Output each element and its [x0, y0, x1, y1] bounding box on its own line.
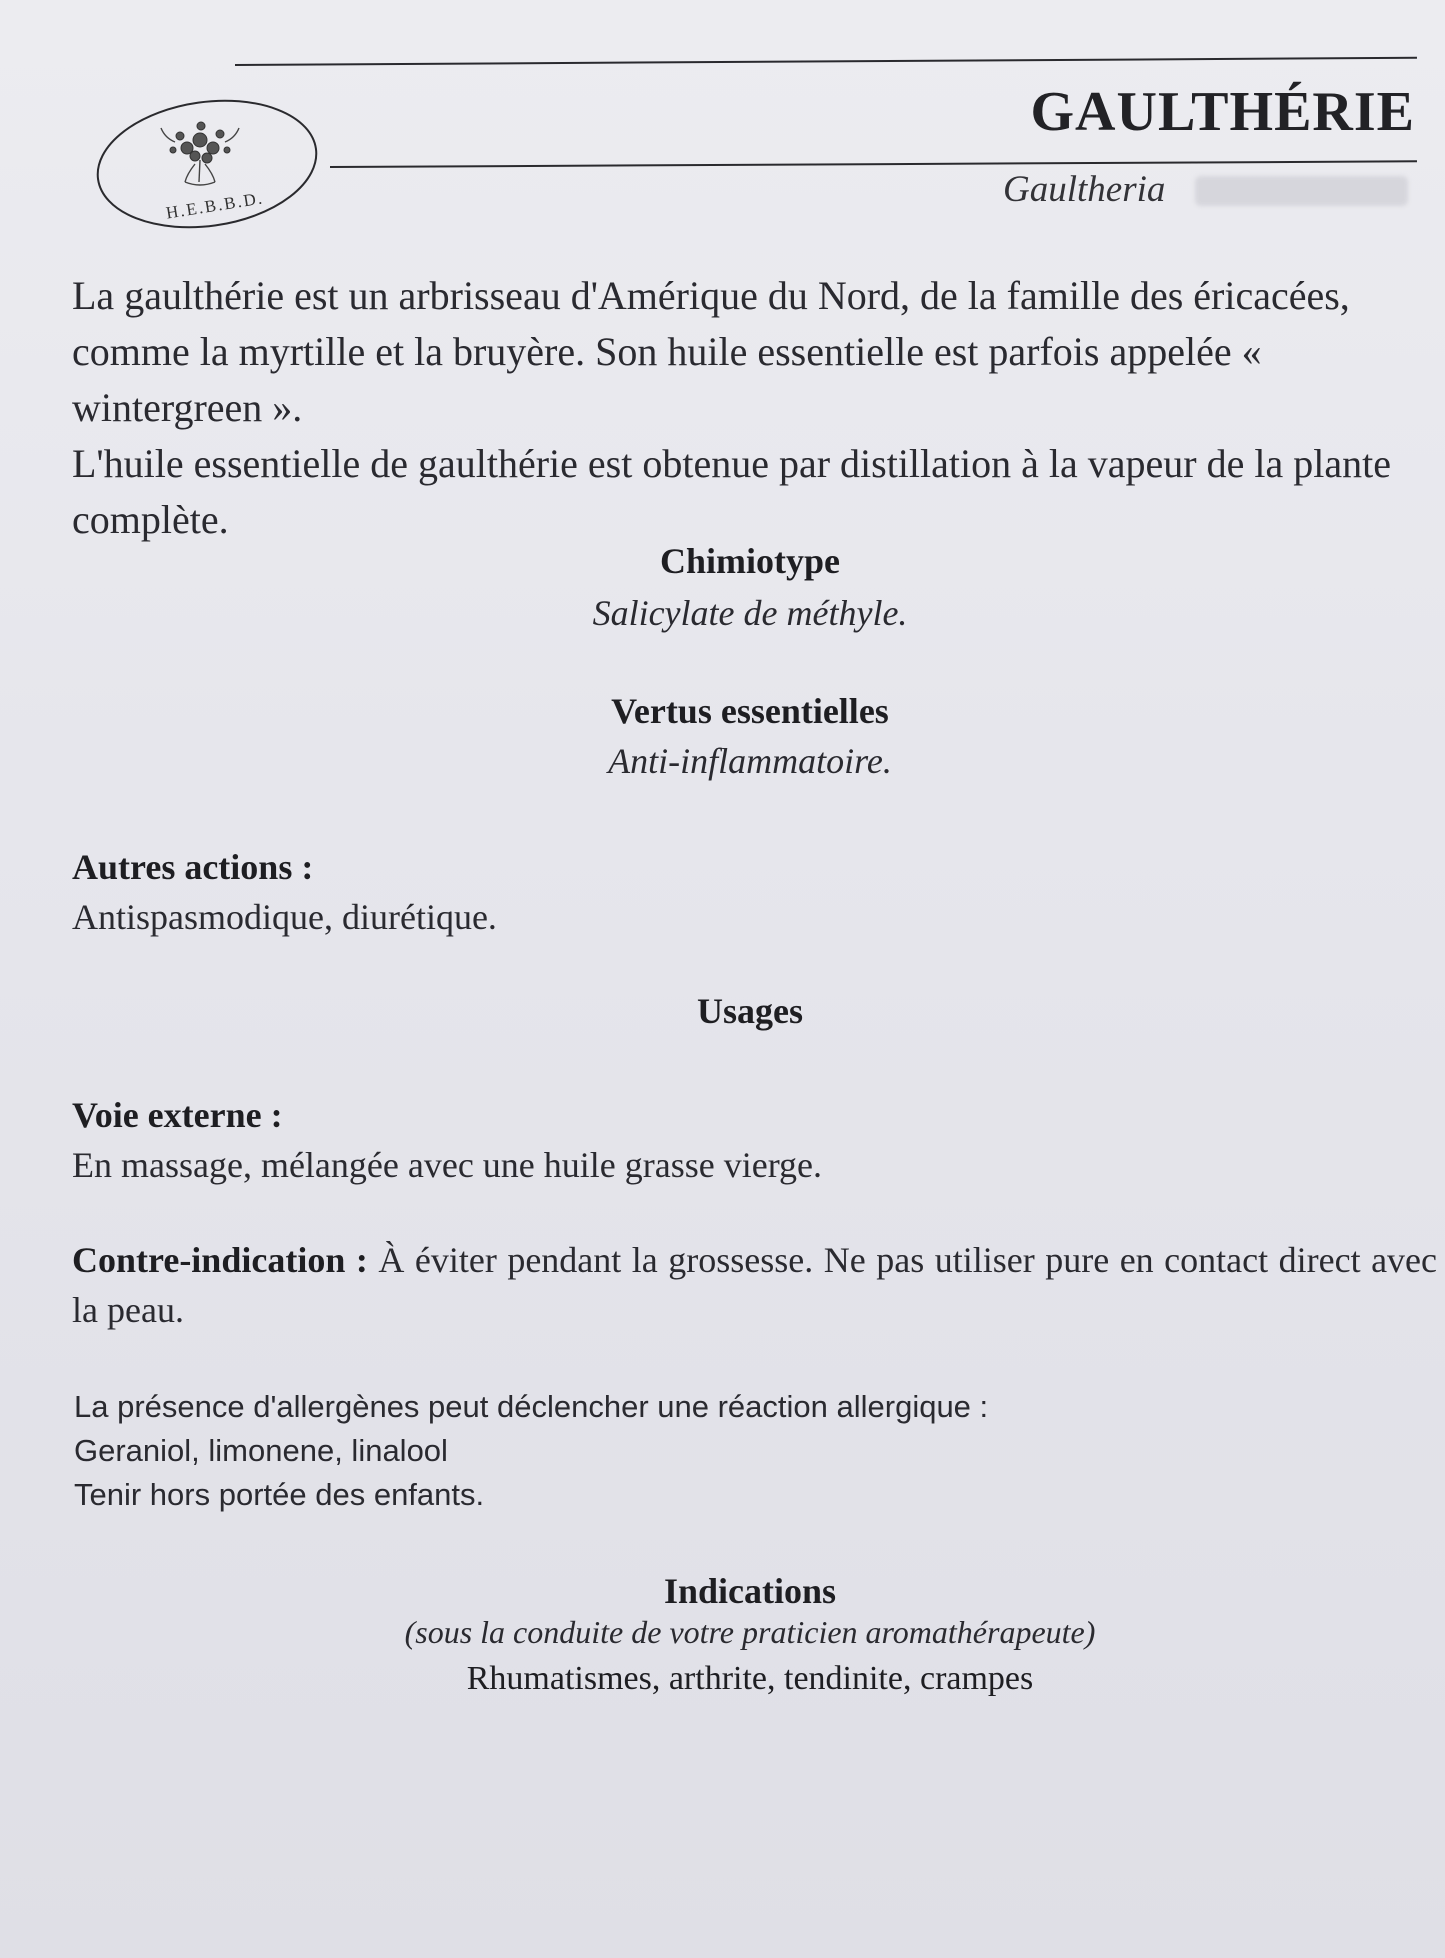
other-actions-value: Antispasmodique, diurétique. [72, 897, 497, 937]
title-underline [330, 160, 1417, 168]
top-rule [235, 57, 1417, 66]
external-use-section [72, 1090, 822, 1190]
intro-text [72, 268, 1422, 548]
virtues-value: Anti-inflammatoire. [608, 741, 892, 781]
allergen-list: Geraniol, limonene, linalool [74, 1433, 448, 1468]
indications-value: Rhumatismes, arthrite, tendinite, crampes [466, 1660, 1034, 1697]
usages-heading: Usages [697, 991, 803, 1031]
chemotype-heading: Chimiotype [660, 541, 840, 581]
page-title: GAULTHÉRIE [1030, 81, 1415, 143]
virtues-heading: Vertus essentielles [611, 691, 889, 731]
redacted-area [1195, 176, 1408, 206]
chemotype-value: Salicylate de méthyle. [592, 593, 908, 633]
child-warning: Tenir hors portée des enfants. [74, 1477, 485, 1512]
other-actions-section [72, 842, 497, 942]
allergen-notice [74, 1385, 988, 1517]
contraindication-value: À éviter pendant la grossesse. Ne pas utiliser pure en contact direct avec la peau. [72, 1240, 1438, 1330]
logo-text: H.E.B.B.D. [164, 188, 266, 223]
contraindication-section [72, 1235, 1437, 1335]
allergen-line: La présence d'allergènes peut déclencher une réaction allergique : [74, 1389, 989, 1424]
external-use-label: Voie externe : [72, 1095, 283, 1135]
other-actions-label: Autres actions : [72, 847, 314, 887]
indications-heading: Indications [663, 1571, 837, 1611]
intro-paragraph: La gaulthérie est un arbrisseau d'Amérique du Nord, de la famille des éricacées, comme la myrtille et la bruyère. Son huile essentielle est parfois appelée « wintergreen ». [72, 273, 1350, 430]
intro-paragraph: L'huile essentielle de gaulthérie est obtenue par distillation à la vapeur de la plante complète. [72, 441, 1391, 542]
indications-subheading: (sous la conduite de votre praticien aromathérapeute) [404, 1614, 1096, 1650]
external-use-value: En massage, mélangée avec une huile grasse vierge. [72, 1145, 823, 1185]
brand-logo [95, 98, 320, 230]
contraindication-label: Contre-indication : [72, 1240, 368, 1280]
botanical-name: Gaultheria [1003, 169, 1166, 210]
